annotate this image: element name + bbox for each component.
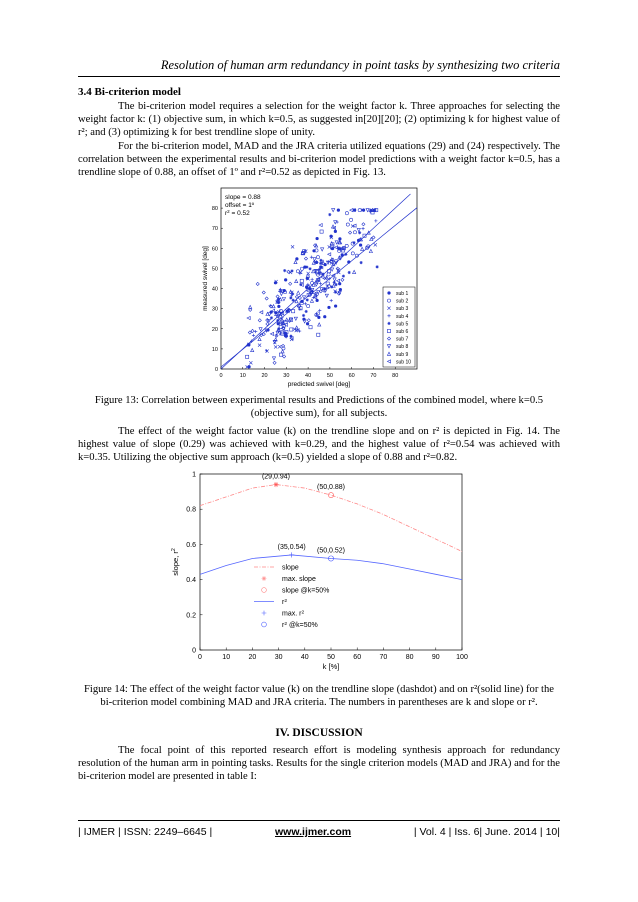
scatter-point xyxy=(262,291,265,294)
scatter-point xyxy=(327,306,330,309)
scatter-point xyxy=(320,230,323,233)
y-tick-label: 0.2 xyxy=(186,612,196,620)
scatter-point xyxy=(300,279,303,282)
scatter-point xyxy=(302,318,305,321)
scatter-point xyxy=(277,305,280,308)
y-tick-label: 30 xyxy=(211,306,218,313)
x-tick-label: 40 xyxy=(305,373,312,379)
y-tick-label: 40 xyxy=(211,286,218,293)
scatter-point xyxy=(290,328,293,331)
scatter-point xyxy=(317,333,320,336)
scatter-point xyxy=(294,260,297,263)
legend-label: $r^2$ @k=50% xyxy=(282,621,318,629)
scatter-point xyxy=(307,304,310,307)
scatter-point xyxy=(307,319,310,322)
scatter-point xyxy=(292,299,295,302)
x-tick-label: 50 xyxy=(326,373,333,379)
x-tick-label: 60 xyxy=(353,654,362,661)
footer-rule xyxy=(78,820,560,821)
legend-label: sub 4 xyxy=(396,313,409,320)
point-label: (29,0.94) xyxy=(261,473,290,481)
x-tick-label: 0 xyxy=(219,373,223,379)
scatter-point xyxy=(252,334,255,337)
figure-13-caption: Figure 13: Correlation between experimental results and Predictions of the combined model, where k=0.5 (objective sum), for all subjects. xyxy=(94,395,544,420)
x-tick-label: 30 xyxy=(274,654,283,661)
scatter-point xyxy=(313,258,316,261)
scatter-point xyxy=(278,345,281,348)
y-axis-label: slope, $r^2$ xyxy=(171,548,180,576)
legend-marker xyxy=(262,576,267,581)
legend-label: sub 9 xyxy=(396,351,409,358)
scatter-point xyxy=(366,209,369,212)
scatter-point xyxy=(333,281,336,284)
scatter-point xyxy=(369,249,372,252)
scatter-point xyxy=(259,328,262,331)
scatter-point xyxy=(372,236,375,239)
legend-label: sub 2 xyxy=(396,298,409,305)
legend-label: slope @k=50% xyxy=(282,587,330,595)
point-label: (50,0.52) xyxy=(316,547,346,555)
scatter-point xyxy=(301,300,304,303)
figure-14-line-chart xyxy=(160,468,478,682)
scatter-point xyxy=(277,301,280,304)
scatter-point xyxy=(334,291,337,294)
annotation-line: offset = 1º xyxy=(225,202,255,209)
scatter-point xyxy=(292,310,295,313)
scatter-point xyxy=(254,330,257,333)
scatter-point xyxy=(339,288,342,291)
discussion-heading: IV. DISCUSSION xyxy=(275,727,363,739)
scatter-point xyxy=(280,292,283,295)
scatter-point xyxy=(308,287,311,290)
legend-marker xyxy=(262,611,267,616)
scatter-point xyxy=(346,223,349,226)
scatter-point xyxy=(269,304,272,307)
scatter-point xyxy=(348,231,351,234)
x-tick-label: 0 xyxy=(198,654,202,661)
scatter-point xyxy=(325,294,328,297)
scatter-point xyxy=(362,223,365,226)
y-tick-label: 0.8 xyxy=(186,506,196,514)
scatter-point xyxy=(277,327,280,330)
legend-label: sub 7 xyxy=(396,336,409,343)
scatter-point xyxy=(247,316,250,319)
scatter-point xyxy=(294,317,297,320)
x-tick-label: 80 xyxy=(405,654,414,661)
y-tick-label: 0 xyxy=(192,647,196,655)
scatter-point xyxy=(359,243,362,246)
scatter-point xyxy=(316,237,319,240)
legend-label: max. $r^2$ xyxy=(282,610,305,618)
section-title: 3.4 Bi-criterion model xyxy=(78,86,181,98)
scatter-point xyxy=(249,361,252,364)
x-tick-label: 10 xyxy=(239,373,246,379)
scatter-point xyxy=(260,311,263,314)
footer xyxy=(78,826,560,838)
series-line xyxy=(200,555,462,580)
scatter-point xyxy=(304,302,307,305)
scatter-point xyxy=(305,265,308,268)
scatter-point xyxy=(328,253,331,256)
legend-label: max. slope xyxy=(282,576,316,583)
scatter-point xyxy=(291,245,294,248)
scatter-point xyxy=(336,279,339,282)
x-tick-label: 90 xyxy=(431,654,440,661)
scatter-point xyxy=(341,278,344,281)
scatter-point xyxy=(270,332,273,335)
scatter-point xyxy=(352,241,355,244)
header-rule xyxy=(78,76,560,77)
y-tick-label: 0.4 xyxy=(186,577,196,585)
x-tick-label: 40 xyxy=(300,654,309,661)
y-axis-label: measured swivel [deg] xyxy=(202,246,209,311)
scatter-point xyxy=(302,314,305,317)
y-tick-label: 80 xyxy=(211,206,218,213)
x-tick-label: 70 xyxy=(370,373,377,379)
scatter-point xyxy=(270,316,273,319)
series-line xyxy=(200,485,462,555)
scatter-point xyxy=(295,279,298,282)
scatter-point xyxy=(246,355,249,358)
scatter-point xyxy=(349,218,352,221)
scatter-point xyxy=(374,219,377,222)
x-tick-label: 20 xyxy=(248,654,257,661)
scatter-point xyxy=(361,247,364,250)
scatter-point xyxy=(256,282,259,285)
highlight-point xyxy=(289,552,294,557)
y-tick-label: 0 xyxy=(214,367,218,373)
scatter-point xyxy=(333,278,336,281)
figure-14-caption: Figure 14: The effect of the weight factor value (k) on the trendline slope (dashdot) and on r²(solid line) for the bi-criterion model combining MAD and JRA criteria. The numbers in parentheses are k and slope or r². xyxy=(84,684,554,709)
scatter-point xyxy=(319,282,322,285)
paragraph-4: The focal point of this reported research effort is modeling synthesis approach for redundancy resolution of the human arm in pointing tasks. Results for the single criterion models (MAD and JRA) and for the bi-criterion model are presented in table I: xyxy=(78,745,560,783)
scatter-point xyxy=(348,271,351,274)
y-tick-label: 50 xyxy=(211,266,218,273)
scatter-point xyxy=(310,281,313,284)
x-tick-label: 20 xyxy=(261,373,268,379)
scatter-point xyxy=(345,212,348,215)
scatter-point xyxy=(258,319,261,322)
footer-journal: | IJMER | ISSN: 2249–6645 | xyxy=(78,826,213,838)
scatter-point xyxy=(358,209,361,212)
scatter-point xyxy=(351,252,354,255)
legend-label: $r^2$ xyxy=(282,598,288,606)
scatter-point xyxy=(296,270,299,273)
paragraph-3: The effect of the weight factor value (k) on the trendline slope and on r² is depicted in Fig. 14. The highest value of slope (0.29) was achieved with k=0.29, and the highest value of r²=0.54 was achieved with k=0.35. Utilizing the objective sum approach (k=0.5) yielded a slope of 0.88 and r²=0.82. xyxy=(78,426,560,464)
scatter-point xyxy=(283,269,286,272)
x-tick-label: 80 xyxy=(392,373,399,379)
scatter-point xyxy=(374,243,377,246)
scatter-point xyxy=(347,260,350,263)
scatter-points xyxy=(246,209,379,369)
scatter-point xyxy=(265,329,268,332)
scatter-point xyxy=(316,256,319,259)
scatter-point xyxy=(310,299,313,302)
scatter-point xyxy=(284,331,287,334)
x-tick-label: 50 xyxy=(327,654,335,661)
scatter-point xyxy=(311,278,314,281)
scatter-point xyxy=(344,253,347,256)
legend-marker xyxy=(262,622,267,627)
scatter-point xyxy=(334,230,337,233)
scatter-point xyxy=(362,209,365,212)
scatter-point xyxy=(329,235,332,238)
scatter-point xyxy=(337,209,340,212)
scatter-point xyxy=(332,209,335,212)
scatter-point xyxy=(309,326,312,329)
legend-marker xyxy=(387,291,390,294)
scatter-point xyxy=(283,355,286,358)
paragraph-2: For the bi-criterion model, MAD and the JRA criteria utilized equations (29) and (24) respectively. The correlation between the experimental results and bi-criterion model predictions with a weight factor k=0.5, has a trendline slope of 0.88, an offset of 1º and r²=0.52 as depicted in Fig. 13. xyxy=(78,141,560,179)
footer-url[interactable]: www.ijmer.com xyxy=(275,826,352,838)
scatter-point xyxy=(338,237,341,240)
scatter-point xyxy=(353,231,356,234)
running-header: Resolution of human arm redundancy in point tasks by synthesizing two criteria xyxy=(160,58,560,72)
paragraph-1: The bi-criterion model requires a selection for the weight factor k. Three approaches for selecting the weight factor k: (1) objective sum, in which k=0.5, as suggested in[20][20]; (2) optimizing k for highest value of r²; and (3) optimizing k for best trendline slope of unity. xyxy=(78,101,560,139)
scatter-point xyxy=(350,209,353,212)
highlight-point xyxy=(328,493,333,498)
scatter-point xyxy=(327,273,330,276)
legend-label: sub 6 xyxy=(396,329,409,335)
scatter-point xyxy=(337,246,340,249)
y-tick-label: 0.6 xyxy=(186,541,196,549)
point-label: (50,0.88) xyxy=(316,484,346,492)
x-tick-label: 70 xyxy=(379,654,388,661)
scatter-point xyxy=(304,257,307,260)
scatter-point xyxy=(258,344,261,347)
scatter-point xyxy=(265,297,268,300)
scatter-point xyxy=(330,242,333,245)
scatter-point xyxy=(334,221,337,224)
annotation-line: $r^2 = 0.52$ xyxy=(225,208,250,217)
scatter-point xyxy=(274,345,277,348)
scatter-point xyxy=(318,323,321,326)
scatter-point xyxy=(282,298,285,301)
annotation-line: slope = 0.88 xyxy=(225,194,261,201)
figure-13-scatter xyxy=(188,184,428,390)
scatter-point xyxy=(376,265,379,268)
scatter-point xyxy=(308,267,311,270)
scatter-point xyxy=(342,274,345,277)
scatter-point xyxy=(357,228,360,231)
scatter-point xyxy=(317,316,320,319)
scatter-point xyxy=(289,296,292,299)
scatter-point xyxy=(299,283,302,286)
scatter-point xyxy=(359,261,362,264)
scatter-point xyxy=(306,277,309,280)
scatter-point xyxy=(321,248,324,251)
scatter-point xyxy=(319,223,322,226)
legend-label: slope xyxy=(282,564,299,572)
scatter-point xyxy=(358,231,361,234)
y-tick-label: 20 xyxy=(211,326,218,333)
y-tick-label: 70 xyxy=(211,226,218,233)
legend-label: sub 10 xyxy=(396,359,412,366)
scatter-point xyxy=(248,365,251,368)
scatter-point xyxy=(341,253,344,256)
scatter-point xyxy=(334,304,337,307)
scatter-point xyxy=(330,285,333,288)
legend-label: sub 1 xyxy=(396,291,409,297)
scatter-point xyxy=(315,281,318,284)
scatter-point xyxy=(323,315,326,318)
x-tick-label: 30 xyxy=(283,373,290,379)
scatter-point xyxy=(305,310,308,313)
scatter-point xyxy=(328,213,331,216)
footer-issue: | Vol. 4 | Iss. 6| June. 2014 | 10| xyxy=(413,826,560,838)
scatter-point xyxy=(272,357,275,360)
legend-label: sub 5 xyxy=(396,321,409,328)
legend-marker xyxy=(262,588,267,593)
scatter-point xyxy=(272,305,275,308)
scatter-point xyxy=(353,270,356,273)
x-tick-label: 10 xyxy=(222,654,231,661)
scatter-point xyxy=(361,227,364,230)
scatter-point xyxy=(330,299,333,302)
scatter-point xyxy=(306,298,309,301)
y-tick-label: 60 xyxy=(211,246,218,253)
scatter-point xyxy=(289,282,292,285)
scatter-point xyxy=(318,309,321,312)
scatter-point xyxy=(334,259,337,262)
scatter-point xyxy=(284,278,287,281)
scatter-point xyxy=(258,337,261,340)
legend-marker xyxy=(387,322,390,325)
scatter-point xyxy=(306,322,309,325)
x-axis-label: predicted swivel [deg] xyxy=(287,381,351,388)
scatter-point xyxy=(300,267,303,270)
y-tick-label: 10 xyxy=(211,346,218,353)
x-tick-label: 60 xyxy=(348,373,355,379)
scatter-point xyxy=(297,291,300,294)
legend-label: sub 3 xyxy=(396,306,409,313)
point-label: (35,0.54) xyxy=(277,543,306,551)
scatter-point xyxy=(314,296,317,299)
scatter-point xyxy=(310,256,313,259)
y-tick-label: 1 xyxy=(192,471,196,479)
highlight-point xyxy=(273,482,278,487)
legend-label: sub 8 xyxy=(396,344,409,351)
scatter-point xyxy=(273,361,276,364)
scatter-point xyxy=(279,353,282,356)
x-tick-label: 100 xyxy=(456,654,468,661)
scatter-point xyxy=(251,348,254,351)
x-axis-label: k [%] xyxy=(322,662,340,671)
scatter-point xyxy=(295,257,298,260)
scatter-point xyxy=(331,247,334,250)
